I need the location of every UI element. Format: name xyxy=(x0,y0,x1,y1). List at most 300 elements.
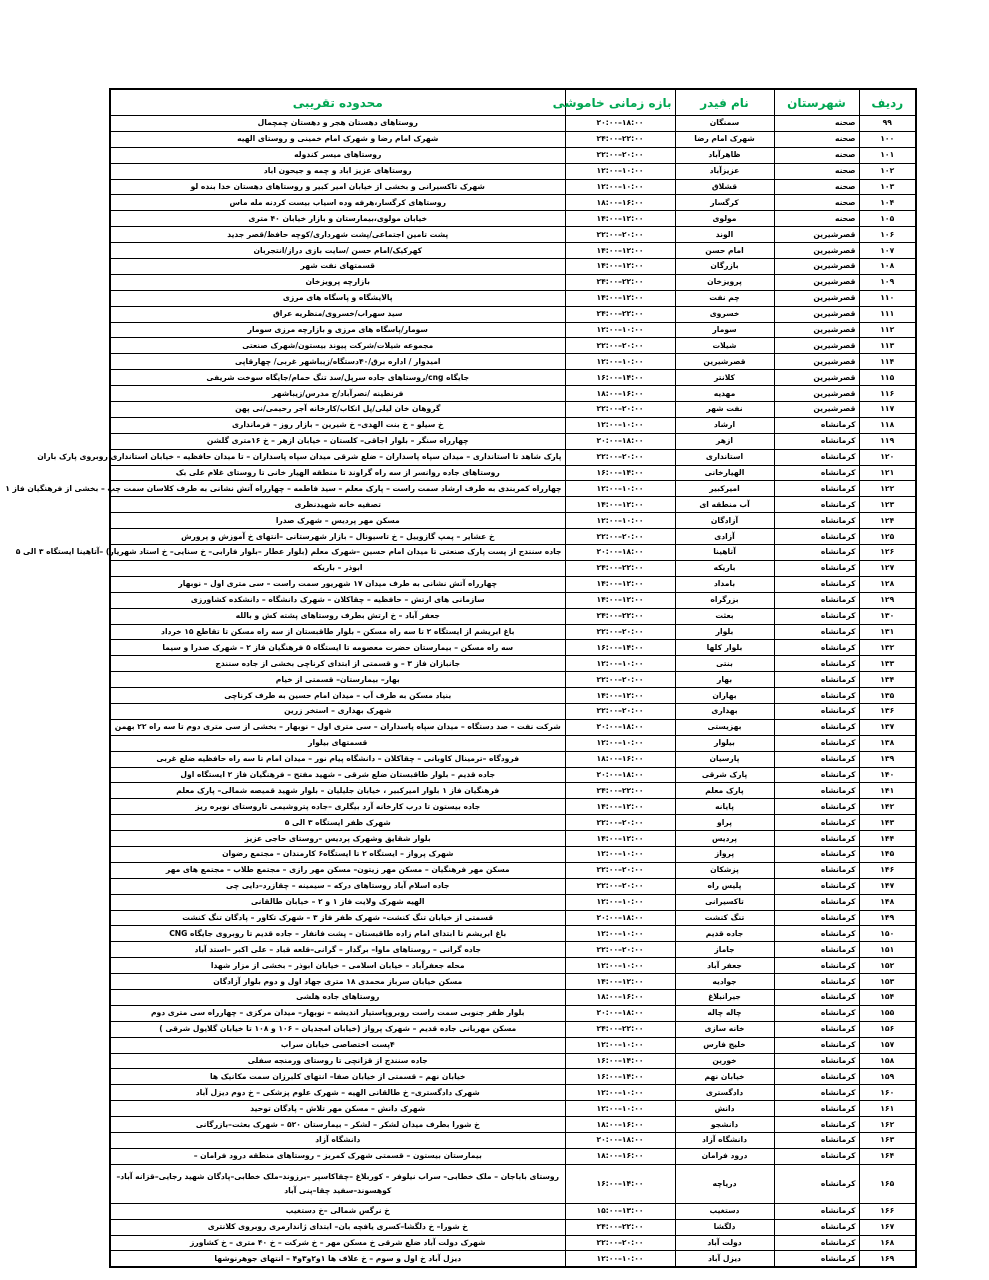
cell-time: ۱۲:۰۰–۱۴:۰۰ xyxy=(565,243,675,259)
cell-area: مسکن مهر پردیس – شهرک صدرا xyxy=(110,513,565,529)
cell-area: شهرک دادگستری– خ طالقانی الهیه – شهرک علوم پزشکی – خ دوم دیزل آباد xyxy=(110,1085,565,1101)
cell-feeder: پرویزخان xyxy=(675,274,774,290)
cell-row-number: ۱۵۰ xyxy=(859,926,916,942)
cell-time: ۱۶:۰۰–۱۸:۰۰ xyxy=(565,386,675,402)
cell-feeder: باریکه xyxy=(675,560,774,576)
cell-city: کرمانشاه xyxy=(774,1251,859,1267)
table-row xyxy=(110,433,916,449)
cell-area: جاده قدیم – بلوار طاقبستان ضلع شرقی – شهید مفتح – فرهنگیان فاز ۲ ایستگاه اول xyxy=(110,767,565,783)
cell-city: صحنه xyxy=(774,195,859,211)
cell-city: کرمانشاه xyxy=(774,1005,859,1021)
cell-row-number: ۱۱۷ xyxy=(859,402,916,418)
header-time: بازه زمانی خاموشی xyxy=(565,89,675,116)
cell-time: ۱۰:۰۰–۱۲:۰۰ xyxy=(565,354,675,370)
cell-time: ۱۸:۰۰–۲۰:۰۰ xyxy=(565,910,675,926)
cell-city: کرمانشاه xyxy=(774,862,859,878)
cell-feeder: قصرشیرین xyxy=(675,354,774,370)
cell-feeder: تنگ کنشت xyxy=(675,910,774,926)
table-row xyxy=(110,402,916,418)
cell-area: خ شورا– خ دلگشا–کسری یافچه بان– ابتدای ژاندارمری روبروی کلانتری xyxy=(110,1219,565,1235)
table-row xyxy=(110,243,916,259)
cell-time: ۱۰:۰۰–۱۲:۰۰ xyxy=(565,926,675,942)
table-row xyxy=(110,1053,916,1069)
cell-time: ۲۰:۰۰–۲۲:۰۰ xyxy=(565,672,675,688)
cell-feeder: مولوی xyxy=(675,211,774,227)
cell-area: چهارراه سنگر – بلوار اجاقی– کلستان – خیابان ازهر – خ ۱۶متری گلشن xyxy=(110,433,565,449)
cell-city: کرمانشاه xyxy=(774,735,859,751)
cell-feeder: بهار xyxy=(675,672,774,688)
cell-row-number: ۱۲۶ xyxy=(859,545,916,561)
cell-row-number: ۱۵۶ xyxy=(859,1021,916,1037)
cell-feeder: مهدیه xyxy=(675,386,774,402)
table-row xyxy=(110,846,916,862)
cell-area: روستاهای کرگسار،هرفه وده اسیاب بیست کردنه مله ماس xyxy=(110,195,565,211)
cell-row-number: ۱۶۹ xyxy=(859,1251,916,1267)
cell-city: کرمانشاه xyxy=(774,1101,859,1117)
cell-time: ۱۴:۰۰–۱۶:۰۰ xyxy=(565,1053,675,1069)
cell-time: ۲۰:۰۰–۲۲:۰۰ xyxy=(565,147,675,163)
cell-row-number: ۱۶۵ xyxy=(859,1164,916,1203)
cell-feeder: سومار xyxy=(675,322,774,338)
cell-time: ۱۴:۰۰–۱۶:۰۰ xyxy=(565,465,675,481)
cell-time: ۱۰:۰۰–۱۲:۰۰ xyxy=(565,322,675,338)
cell-area: فرهنگیان فاز ۱ بلوار امیرکبیر ، خیابان جلیلیان – بلوار شهید قمیصه شمالی– پارک معلم xyxy=(110,783,565,799)
cell-area: ابوذر – باریکه xyxy=(110,560,565,576)
cell-time: ۱۸:۰۰–۲۰:۰۰ xyxy=(565,1133,675,1149)
cell-feeder: شیلات xyxy=(675,338,774,354)
cell-time: ۲۰:۰۰–۲۲:۰۰ xyxy=(565,624,675,640)
cell-area: روستاهای میسر کندوله xyxy=(110,147,565,163)
cell-city: کرمانشاه xyxy=(774,433,859,449)
cell-time: ۱۰:۰۰–۱۲:۰۰ xyxy=(565,735,675,751)
table-row xyxy=(110,989,916,1005)
cell-city: کرمانشاه xyxy=(774,1148,859,1164)
table-body xyxy=(5,116,916,1268)
cell-city: کرمانشاه xyxy=(774,783,859,799)
cell-feeder: پارک معلم xyxy=(675,783,774,799)
cell-time: ۱۲:۰۰–۱۴:۰۰ xyxy=(565,974,675,990)
cell-city: صحنه xyxy=(774,116,859,132)
table-row xyxy=(110,672,916,688)
cell-city: کرمانشاه xyxy=(774,799,859,815)
cell-time: ۱۰:۰۰–۱۲:۰۰ xyxy=(565,163,675,179)
cell-feeder: پایانه xyxy=(675,799,774,815)
cell-city: کرمانشاه xyxy=(774,1021,859,1037)
cell-time: ۱۰:۰۰–۱۲:۰۰ xyxy=(565,1037,675,1053)
table-row xyxy=(110,1069,916,1085)
table-row xyxy=(110,831,916,847)
cell-feeder: شهرک امام رضا xyxy=(675,131,774,147)
cell-city: صحنه xyxy=(774,163,859,179)
cell-feeder: آتاهینا xyxy=(675,545,774,561)
cell-city: صحنه xyxy=(774,147,859,163)
cell-area: قسمتی از خیابان تنگ کنشت– شهرک ظفر فاز ۳ – شهرک تکاور – پادگان تنگ کنشت xyxy=(110,910,565,926)
cell-feeder: دولت آباد xyxy=(675,1235,774,1251)
table-row xyxy=(110,1133,916,1149)
table-row xyxy=(110,497,916,513)
cell-row-number: ۱۱۵ xyxy=(859,370,916,386)
cell-time: ۲۲:۰۰–۲۴:۰۰ xyxy=(565,306,675,322)
table-row xyxy=(110,592,916,608)
cell-row-number: ۱۲۹ xyxy=(859,592,916,608)
cell-area: دانشگاه آزاد xyxy=(110,1133,565,1149)
cell-area: شهرک دولت آباد ضلع شرقی خ مسکن مهر – خ شرکت – خ ۴۰ متری – خ کشاورز xyxy=(110,1235,565,1251)
cell-time: ۲۰:۰۰–۲۲:۰۰ xyxy=(565,815,675,831)
cell-feeder: خانه سازی xyxy=(675,1021,774,1037)
cell-row-number: ۱۵۷ xyxy=(859,1037,916,1053)
cell-area: فرودگاه –ترمینال کاوبانی – چقاکلان – دانشگاه پیام نور – میدان امام تا سه راه حافظیه ضلع غربی xyxy=(110,751,565,767)
cell-feeder: سمنگان xyxy=(675,116,774,132)
cell-time: ۲۲:۰۰–۲۴:۰۰ xyxy=(565,1021,675,1037)
blackout-schedule-table xyxy=(5,88,917,1268)
cell-city: کرمانشاه xyxy=(774,1069,859,1085)
cell-city: قصرشیرین xyxy=(774,243,859,259)
cell-city: کرمانشاه xyxy=(774,942,859,958)
cell-city: کرمانشاه xyxy=(774,513,859,529)
cell-area: جایگاه cng/روستاهای جاده سرپل/سد تنگ حمام/جایگاه سوخت شریفی xyxy=(110,370,565,386)
cell-row-number: ۱۳۱ xyxy=(859,624,916,640)
table-row xyxy=(110,560,916,576)
cell-time: ۱۸:۰۰–۲۰:۰۰ xyxy=(565,1005,675,1021)
cell-area: کهرکیک/امام حسن /سایت بازی دراز/انتجربان xyxy=(110,243,565,259)
cell-feeder: پردیس xyxy=(675,831,774,847)
cell-feeder: دانش xyxy=(675,1101,774,1117)
table-row xyxy=(110,354,916,370)
cell-city: قصرشیرین xyxy=(774,354,859,370)
cell-time: ۱۰:۰۰–۱۲:۰۰ xyxy=(565,1251,675,1267)
cell-time: ۱۲:۰۰–۱۴:۰۰ xyxy=(565,211,675,227)
cell-area: خیابان نهم – قسمتی از خیابان صفا– انتهای کلبرزان سمت مکانیک ها xyxy=(110,1069,565,1085)
cell-area: چهارراه آتش نشانی به طرف میدان ۱۷ شهریور سمت راست – سی متری اول – نوبهار xyxy=(110,576,565,592)
cell-area: سازمانی های ارتش – حافظیه – چقاکلان – شهرک دانشگاه – دانشکده کشاورزی xyxy=(110,592,565,608)
table-row xyxy=(110,656,916,672)
cell-area: جاده سنندج از پست پارک صنعتی تا میدان امام حسین –شهرک معلم (بلوار عطار –بلوار فارابی– خ سنایی– خ استاد شهریار) –آتاهینا ایستگاه ۳ الی ۵ xyxy=(110,545,565,561)
cell-area: بازارچه پرویزخان xyxy=(110,274,565,290)
cell-feeder: دیزل آباد xyxy=(675,1251,774,1267)
cell-feeder: آب منطقه ای xyxy=(675,497,774,513)
cell-area: جاده بیستون تا درب کارخانه آرد بیگلری –جاده پتروشیمی تاروستای نوبره ریز xyxy=(110,799,565,815)
cell-area: امیدوار / اداره برق/۴۰دستگاه/زیباشهر غربی/ چهارقاپی xyxy=(110,354,565,370)
cell-feeder: آزادی xyxy=(675,529,774,545)
cell-feeder: الهیارخانی xyxy=(675,465,774,481)
cell-row-number: ۱۰۶ xyxy=(859,227,916,243)
cell-city: کرمانشاه xyxy=(774,656,859,672)
cell-time: ۱۶:۰۰–۱۸:۰۰ xyxy=(565,989,675,1005)
cell-city: کرمانشاه xyxy=(774,592,859,608)
cell-area: روستاهای جاده هلشی xyxy=(110,989,565,1005)
table-row xyxy=(110,259,916,275)
cell-area: جاده سنندج از قزانچی تا روستای ورمنجه سفلی xyxy=(110,1053,565,1069)
cell-time: ۲۰:۰۰–۲۲:۰۰ xyxy=(565,862,675,878)
cell-row-number: ۱۵۳ xyxy=(859,974,916,990)
cell-row-number: ۱۳۹ xyxy=(859,751,916,767)
cell-row-number: ۱۳۴ xyxy=(859,672,916,688)
table-row xyxy=(110,1005,916,1021)
cell-city: کرمانشاه xyxy=(774,751,859,767)
cell-time: ۱۸:۰۰–۲۰:۰۰ xyxy=(565,545,675,561)
cell-feeder: پلیس راه xyxy=(675,878,774,894)
table-row xyxy=(110,338,916,354)
table-row xyxy=(110,974,916,990)
table-row xyxy=(110,147,916,163)
cell-feeder: جاده قدیم xyxy=(675,926,774,942)
cell-feeder: بلوار xyxy=(675,624,774,640)
cell-time: ۱۸:۰۰–۲۰:۰۰ xyxy=(565,116,675,132)
cell-feeder: تاکسیرانی xyxy=(675,894,774,910)
cell-feeder: بامداد xyxy=(675,576,774,592)
header-row xyxy=(110,89,916,116)
cell-city: کرمانشاه xyxy=(774,497,859,513)
header-feeder: نام فیدر xyxy=(675,89,774,116)
cell-time: ۲۰:۰۰–۲۲:۰۰ xyxy=(565,529,675,545)
cell-city: کرمانشاه xyxy=(774,529,859,545)
cell-area: بهار– بیمارستان– قسمتی از خیام xyxy=(110,672,565,688)
cell-city: کرمانشاه xyxy=(774,608,859,624)
cell-area: شهرک پرواز – ایستگاه ۲ تا ایستگاه۶ کارمندان – مجتمع رضوان xyxy=(110,846,565,862)
cell-area: چهارراه کمربندی به طرف ارشاد سمت راست – پارک معلم – سید فاطمه – چهارراه آتش نشانی به طرف کلاسان سمت چپ – بخشی از فرهنگیان فاز ۱ xyxy=(110,481,565,497)
cell-row-number: ۱۵۵ xyxy=(859,1005,916,1021)
table-header xyxy=(110,89,916,116)
cell-city: کرمانشاه xyxy=(774,545,859,561)
cell-time: ۱۰:۰۰–۱۲:۰۰ xyxy=(565,513,675,529)
cell-time: ۱۲:۰۰–۱۴:۰۰ xyxy=(565,576,675,592)
cell-area: پالایشگاه و پاسگاه های مرزی xyxy=(110,290,565,306)
cell-feeder: کلانتر xyxy=(675,370,774,386)
cell-row-number: ۱۰۲ xyxy=(859,163,916,179)
cell-time: ۱۸:۰۰–۲۰:۰۰ xyxy=(565,719,675,735)
table-row xyxy=(110,417,916,433)
cell-city: صحنه xyxy=(774,131,859,147)
cell-feeder: بازرگان xyxy=(675,259,774,275)
table-row xyxy=(110,799,916,815)
cell-row-number: ۱۱۳ xyxy=(859,338,916,354)
cell-city: قصرشیرین xyxy=(774,259,859,275)
table-row xyxy=(110,735,916,751)
cell-feeder: بهاران xyxy=(675,688,774,704)
table-row xyxy=(110,942,916,958)
cell-feeder: کرگسار xyxy=(675,195,774,211)
cell-area: سه راه مسکن – بیمارستان حضرت معصومه تا ایستگاه ۵ فرهنگیان فاز ۲ – شهرک صدرا و سیما xyxy=(110,640,565,656)
cell-city: کرمانشاه xyxy=(774,624,859,640)
cell-city: کرمانشاه xyxy=(774,894,859,910)
cell-city: صحنه xyxy=(774,179,859,195)
cell-area: خیابان مولوی،بیمارستان و بازار خیابان ۴۰ متری xyxy=(110,211,565,227)
table-row xyxy=(110,910,916,926)
cell-feeder: جعفر آباد xyxy=(675,958,774,974)
cell-time: ۲۲:۰۰–۲۴:۰۰ xyxy=(565,783,675,799)
cell-area: تصفیه خانه شهیدنظری xyxy=(110,497,565,513)
cell-area: جاده گرانی – روستاهای ماوا– برگدار – گرانی–قلعه قباد – علی اکبر –استد آباد xyxy=(110,942,565,958)
cell-city: کرمانشاه xyxy=(774,831,859,847)
table-row xyxy=(110,878,916,894)
cell-row-number: ۱۰۹ xyxy=(859,274,916,290)
table-row xyxy=(110,195,916,211)
cell-city: قصرشیرین xyxy=(774,338,859,354)
cell-row-number: ۱۳۵ xyxy=(859,688,916,704)
cell-city: کرمانشاه xyxy=(774,465,859,481)
cell-city: کرمانشاه xyxy=(774,974,859,990)
cell-area: دیزل آباد خ اول و سوم – خ علاف ها ۱و۲و۳و۴ – انتهای جوهرنوشها xyxy=(110,1251,565,1267)
cell-feeder: بیلوار xyxy=(675,735,774,751)
table-row xyxy=(110,227,916,243)
cell-time: ۱۶:۰۰–۱۸:۰۰ xyxy=(565,751,675,767)
cell-row-number: ۱۲۸ xyxy=(859,576,916,592)
cell-time: ۱۰:۰۰–۱۲:۰۰ xyxy=(565,481,675,497)
cell-row-number: ۱۴۷ xyxy=(859,878,916,894)
cell-area: محله جعفرآباد – خیابان اسلامی – خیابان ابوذر – بخشی از مزار شهدا xyxy=(110,958,565,974)
cell-feeder: پرواز xyxy=(675,846,774,862)
cell-row-number: ۱۵۸ xyxy=(859,1053,916,1069)
cell-row-number: ۱۶۰ xyxy=(859,1085,916,1101)
cell-time: ۱۲:۰۰–۱۴:۰۰ xyxy=(565,259,675,275)
cell-city: کرمانشاه xyxy=(774,1235,859,1251)
cell-time: ۲۰:۰۰–۲۲:۰۰ xyxy=(565,402,675,418)
cell-city: قصرشیرین xyxy=(774,402,859,418)
cell-area: شهرک دانش – مسکن مهر تلاش – پادگان توحید xyxy=(110,1101,565,1117)
cell-feeder: بزرگراه xyxy=(675,592,774,608)
cell-time: ۱۶:۰۰–۱۸:۰۰ xyxy=(565,1148,675,1164)
cell-city: کرمانشاه xyxy=(774,1117,859,1133)
cell-city: کرمانشاه xyxy=(774,767,859,783)
cell-feeder: امیرکبیر xyxy=(675,481,774,497)
table-row xyxy=(110,163,916,179)
cell-row-number: ۱۰۳ xyxy=(859,179,916,195)
cell-city: کرمانشاه xyxy=(774,560,859,576)
cell-feeder: جاماز xyxy=(675,942,774,958)
cell-city: کرمانشاه xyxy=(774,576,859,592)
cell-row-number: ۱۴۱ xyxy=(859,783,916,799)
cell-city: قصرشیرین xyxy=(774,274,859,290)
cell-row-number: ۱۰۸ xyxy=(859,259,916,275)
cell-area: قسمتهای بیلوار xyxy=(110,735,565,751)
cell-feeder: دلگشا xyxy=(675,1219,774,1235)
table-row xyxy=(110,370,916,386)
cell-time: ۲۲:۰۰–۲۴:۰۰ xyxy=(565,608,675,624)
table-row xyxy=(110,1037,916,1053)
cell-feeder: نفت شهر xyxy=(675,402,774,418)
cell-feeder: امام حسن xyxy=(675,243,774,259)
table-row xyxy=(110,290,916,306)
cell-feeder: قشلاق xyxy=(675,179,774,195)
cell-row-number: ۱۲۳ xyxy=(859,497,916,513)
table-row xyxy=(110,306,916,322)
cell-area: سومار/پاسگاه های مرزی و بازارچه مرزی سومار xyxy=(110,322,565,338)
table-row xyxy=(110,1219,916,1235)
cell-city: کرمانشاه xyxy=(774,449,859,465)
table-row xyxy=(110,1021,916,1037)
cell-time: ۲۰:۰۰–۲۲:۰۰ xyxy=(565,942,675,958)
cell-time: ۱۲:۰۰–۱۴:۰۰ xyxy=(565,799,675,815)
cell-row-number: ۱۶۸ xyxy=(859,1235,916,1251)
cell-city: کرمانشاه xyxy=(774,672,859,688)
cell-area: خ عشایر – پمپ گازوییل – خ تاسیونال – بازار شهرستانی –انتهای خ آموزش و پرورش xyxy=(110,529,565,545)
cell-feeder: دانشجو xyxy=(675,1117,774,1133)
table-row xyxy=(110,767,916,783)
cell-row-number: ۱۵۹ xyxy=(859,1069,916,1085)
cell-row-number: ۱۶۲ xyxy=(859,1117,916,1133)
cell-area: خ سیلو – خ بنت الهدی– خ شیرین – بازار روز – فرمانداری xyxy=(110,417,565,433)
table-row xyxy=(110,1164,916,1203)
cell-row-number: ۱۵۴ xyxy=(859,989,916,1005)
cell-time: ۱۰:۰۰–۱۲:۰۰ xyxy=(565,656,675,672)
cell-row-number: ۱۱۱ xyxy=(859,306,916,322)
cell-row-number: ۱۱۶ xyxy=(859,386,916,402)
cell-city: کرمانشاه xyxy=(774,1037,859,1053)
cell-row-number: ۱۳۰ xyxy=(859,608,916,624)
cell-area: باغ ابریشم از ایستگاه ۲ تا سه راه مسکن – بلوار طاقبستان از سه راه مسکن تا تقاطع ۱۵ خرداد xyxy=(110,624,565,640)
cell-area: بیمارستان بیستون – قسمتی شهرک کمربز – روستاهای منطقه درود فرامان – xyxy=(110,1148,565,1164)
cell-city: کرمانشاه xyxy=(774,878,859,894)
header-row-number: ردیف xyxy=(859,89,916,116)
cell-city: کرمانشاه xyxy=(774,958,859,974)
cell-city: قصرشیرین xyxy=(774,386,859,402)
cell-feeder: چم نفت xyxy=(675,290,774,306)
table-row xyxy=(110,815,916,831)
table-row xyxy=(110,481,916,497)
cell-feeder: آزادگان xyxy=(675,513,774,529)
cell-row-number: ۱۲۷ xyxy=(859,560,916,576)
cell-feeder: خیابان نهم xyxy=(675,1069,774,1085)
cell-area: جانبازان فاز ۳ – و قسمتی از ابتدای کرناچی بخشی از جاده سنندج xyxy=(110,656,565,672)
cell-feeder: بهزیستی xyxy=(675,719,774,735)
cell-city: صحنه xyxy=(774,211,859,227)
cell-city: کرمانشاه xyxy=(774,846,859,862)
cell-area: پشت تامین اجتماعی/پشت شهرداری/کوچه حافظ/قصر جدید xyxy=(110,227,565,243)
cell-time: ۲۰:۰۰–۲۲:۰۰ xyxy=(565,878,675,894)
table-row xyxy=(110,783,916,799)
table-row xyxy=(110,1203,916,1219)
cell-row-number: ۱۴۶ xyxy=(859,862,916,878)
cell-city: قصرشیرین xyxy=(774,322,859,338)
cell-row-number: ۱۶۷ xyxy=(859,1219,916,1235)
cell-feeder: ظاهرآباد xyxy=(675,147,774,163)
cell-area: جعفر آباد – خ ارتش بطرف روستاهای پشته کش و بالله xyxy=(110,608,565,624)
cell-row-number: ۱۶۱ xyxy=(859,1101,916,1117)
cell-time: ۲۲:۰۰–۲۴:۰۰ xyxy=(565,131,675,147)
cell-time: ۱۰:۰۰–۱۲:۰۰ xyxy=(565,846,675,862)
cell-row-number: ۹۹ xyxy=(859,116,916,132)
cell-row-number: ۱۴۹ xyxy=(859,910,916,926)
cell-area: روستاهای عزیز اباد و چمه و جیحون اباد xyxy=(110,163,565,179)
cell-city: کرمانشاه xyxy=(774,815,859,831)
cell-row-number: ۱۴۵ xyxy=(859,846,916,862)
cell-row-number: ۱۳۳ xyxy=(859,656,916,672)
cell-row-number: ۱۱۸ xyxy=(859,417,916,433)
cell-time: ۱۰:۰۰–۱۲:۰۰ xyxy=(565,1085,675,1101)
table-row xyxy=(110,1251,916,1267)
cell-area: قسمتهای نفت شهر xyxy=(110,259,565,275)
cell-time: ۱۰:۰۰–۱۲:۰۰ xyxy=(565,894,675,910)
cell-feeder: بلوار کلها xyxy=(675,640,774,656)
table-row xyxy=(110,1101,916,1117)
cell-city: کرمانشاه xyxy=(774,1203,859,1219)
cell-row-number: ۱۱۹ xyxy=(859,433,916,449)
cell-city: کرمانشاه xyxy=(774,1053,859,1069)
cell-area: خ نرگس شمالی –خ دستغیب xyxy=(110,1203,565,1219)
cell-city: قصرشیرین xyxy=(774,227,859,243)
cell-time: ۱۶:۰۰–۱۸:۰۰ xyxy=(565,195,675,211)
table-row xyxy=(110,703,916,719)
cell-area: ۴پست اختصاصی خیابان سراب xyxy=(110,1037,565,1053)
cell-area: بلوار ظفر جنوبی سمت راست روبروپاستیار اندیشه – نوبهار– میدان مرکزی – چهارراه سی متری دوم xyxy=(110,1005,565,1021)
table-row xyxy=(110,322,916,338)
cell-city: کرمانشاه xyxy=(774,481,859,497)
table-row xyxy=(110,640,916,656)
cell-area: باغ ابریشم تا ابتدای امام زاده طاقبستان – پشت فانفار – جاده قدیم تا روبروی جایگاه CNG xyxy=(110,926,565,942)
cell-time: ۱۰:۰۰–۱۲:۰۰ xyxy=(565,417,675,433)
cell-row-number: ۱۲۲ xyxy=(859,481,916,497)
cell-feeder: استانداری xyxy=(675,449,774,465)
